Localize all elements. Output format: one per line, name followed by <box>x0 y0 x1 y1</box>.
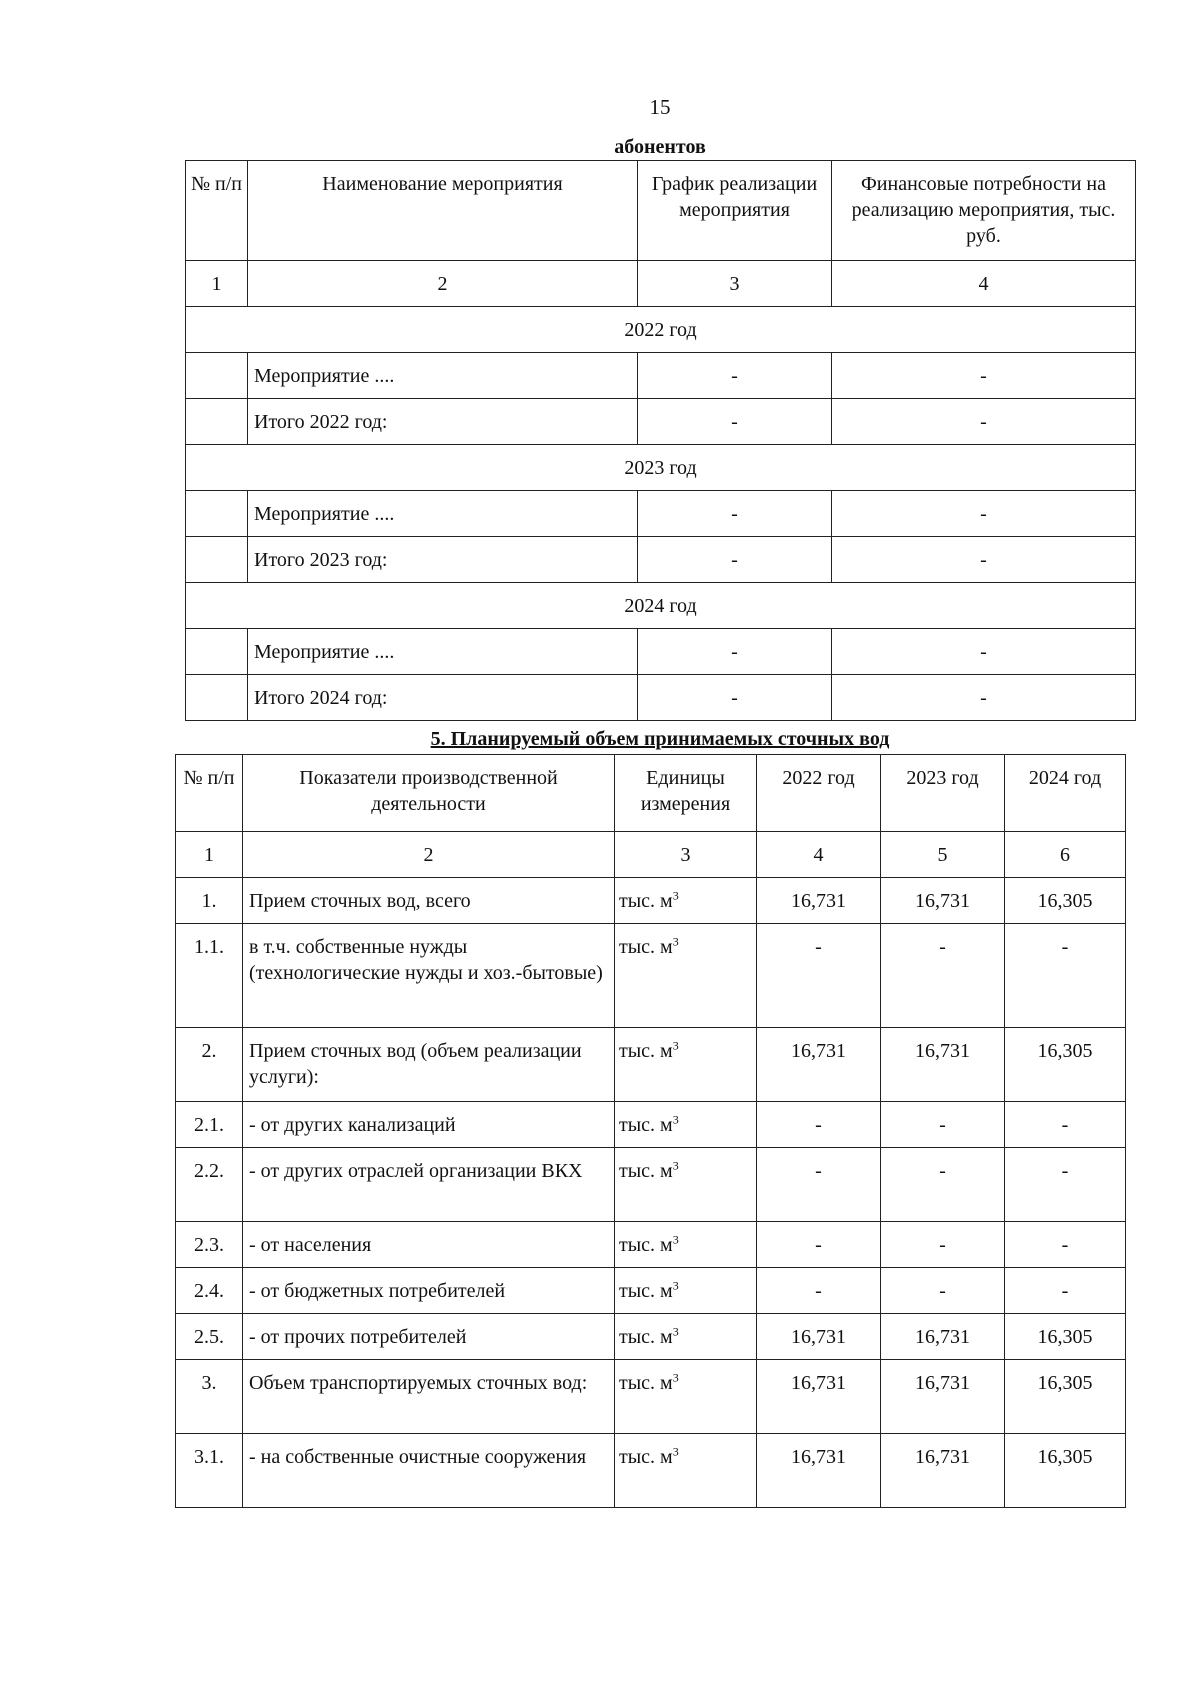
column-number: 2 <box>243 832 615 878</box>
row-number: 2. <box>176 1028 243 1102</box>
unit: тыс. $м^3$ <box>615 878 757 924</box>
row-number: 1. <box>176 878 243 924</box>
row-number: 2.1. <box>176 1102 243 1148</box>
schedule-value: - <box>638 675 832 721</box>
table-row <box>176 878 1126 924</box>
table-row <box>176 1222 1126 1268</box>
table2-caption: 5. Планируемый объем принимаемых сточных вод <box>430 728 890 750</box>
column-number: 5 <box>881 832 1005 878</box>
value-2023: 16,731 <box>881 1360 1005 1434</box>
value-2022: 16,731 <box>757 1028 881 1102</box>
unit: тыс. $м^3$ <box>615 1268 757 1314</box>
year-row <box>186 307 1136 353</box>
header-number: № п/п <box>186 161 248 261</box>
header-number: № п/п <box>176 755 243 832</box>
row-number: 2.3. <box>176 1222 243 1268</box>
value-2023: - <box>881 1148 1005 1222</box>
table-row <box>186 675 1136 721</box>
row-number: 2.5. <box>176 1314 243 1360</box>
unit: тыс. $м^3$ <box>615 924 757 1028</box>
row-number <box>186 629 248 675</box>
year-row <box>186 445 1136 491</box>
year-label: 2023 год <box>186 445 1136 491</box>
schedule-value: - <box>638 491 832 537</box>
indicator-name: - на собственные очистные сооружения <box>243 1434 615 1508</box>
table-row <box>186 353 1136 399</box>
row-number: 2.4. <box>176 1268 243 1314</box>
value-2024: 16,305 <box>1005 1360 1126 1434</box>
value-2022: - <box>757 1268 881 1314</box>
value-2022: - <box>757 1222 881 1268</box>
indicator-name: Объем транспортируемых сточных вод: <box>243 1360 615 1434</box>
schedule-value: - <box>638 537 832 583</box>
table-row <box>186 629 1136 675</box>
table-header-row <box>186 161 1136 261</box>
event-name: Итого 2024 год: <box>248 675 638 721</box>
unit: тыс. $м^3$ <box>615 1314 757 1360</box>
value-2024: 16,305 <box>1005 1314 1126 1360</box>
indicator-name: - от других канализаций <box>243 1102 615 1148</box>
table-row <box>186 491 1136 537</box>
header-indicator: Показатели производственной деятельности <box>243 755 615 832</box>
column-number: 6 <box>1005 832 1126 878</box>
column-number: 2 <box>248 261 638 307</box>
row-number <box>186 675 248 721</box>
value-2024: 16,305 <box>1005 1434 1126 1508</box>
page-number: 15 <box>649 95 671 119</box>
unit: тыс. $м^3$ <box>615 1222 757 1268</box>
header-2022: 2022 год <box>757 755 881 832</box>
row-number: 1.1. <box>176 924 243 1028</box>
event-name: Итого 2023 год: <box>248 537 638 583</box>
value-2022: 16,731 <box>757 1434 881 1508</box>
value-2024: - <box>1005 1148 1126 1222</box>
header-finance: Финансовые потребности на реализацию мероприятия, тыс. руб. <box>832 161 1136 261</box>
table-row <box>176 1268 1126 1314</box>
schedule-value: - <box>638 629 832 675</box>
row-number: 2.2. <box>176 1148 243 1222</box>
column-number: 4 <box>832 261 1136 307</box>
table-row <box>176 924 1126 1028</box>
column-number: 1 <box>186 261 248 307</box>
column-number: 3 <box>638 261 832 307</box>
finance-value: - <box>832 629 1136 675</box>
column-number: 1 <box>176 832 243 878</box>
wastewater-volume-table <box>175 754 1126 1508</box>
finance-value: - <box>832 675 1136 721</box>
value-2022: 16,731 <box>757 1314 881 1360</box>
value-2022: - <box>757 924 881 1028</box>
finance-value: - <box>832 353 1136 399</box>
header-2023: 2023 год <box>881 755 1005 832</box>
table-row <box>176 1148 1126 1222</box>
table-header-row <box>176 755 1126 832</box>
year-label: 2022 год <box>186 307 1136 353</box>
indicator-name: - от других отраслей организации ВКХ <box>243 1148 615 1222</box>
indicator-name: - от прочих потребителей <box>243 1314 615 1360</box>
value-2024: - <box>1005 924 1126 1028</box>
year-row <box>186 583 1136 629</box>
table-row <box>186 537 1136 583</box>
row-number <box>186 353 248 399</box>
unit: тыс. $м^3$ <box>615 1028 757 1102</box>
schedule-value: - <box>638 399 832 445</box>
indicator-name: - от населения <box>243 1222 615 1268</box>
column-number: 3 <box>615 832 757 878</box>
event-name: Мероприятие .... <box>248 629 638 675</box>
value-2023: - <box>881 1268 1005 1314</box>
header-event-name: Наименование мероприятия <box>248 161 638 261</box>
value-2023: 16,731 <box>881 1314 1005 1360</box>
column-number-row <box>186 261 1136 307</box>
finance-value: - <box>832 537 1136 583</box>
header-schedule: График реализации мероприятия <box>638 161 832 261</box>
value-2022: - <box>757 1102 881 1148</box>
events-table <box>185 160 1136 721</box>
header-unit: Единицы измерения <box>615 755 757 832</box>
value-2023: - <box>881 1102 1005 1148</box>
unit: тыс. $м^3$ <box>615 1102 757 1148</box>
value-2024: - <box>1005 1222 1126 1268</box>
value-2023: 16,731 <box>881 1028 1005 1102</box>
indicator-name: Прием сточных вод (объем реализации услуги): <box>243 1028 615 1102</box>
schedule-value: - <box>638 353 832 399</box>
event-name: Мероприятие .... <box>248 353 638 399</box>
finance-value: - <box>832 491 1136 537</box>
row-number <box>186 537 248 583</box>
table-row <box>176 1028 1126 1102</box>
value-2023: 16,731 <box>881 1434 1005 1508</box>
unit: тыс. $м^3$ <box>615 1148 757 1222</box>
finance-value: - <box>832 399 1136 445</box>
row-number: 3.1. <box>176 1434 243 1508</box>
value-2022: 16,731 <box>757 1360 881 1434</box>
value-2023: - <box>881 1222 1005 1268</box>
table-row <box>176 1360 1126 1434</box>
column-number-row <box>176 832 1126 878</box>
value-2023: 16,731 <box>881 878 1005 924</box>
indicator-name: в т.ч. собственные нужды (технологические нужды и хоз.-бытовые) <box>243 924 615 1028</box>
value-2024: 16,305 <box>1005 1028 1126 1102</box>
table1-caption: абонентов <box>614 136 706 158</box>
value-2022: - <box>757 1148 881 1222</box>
year-label: 2024 год <box>186 583 1136 629</box>
unit: тыс. $м^3$ <box>615 1434 757 1508</box>
indicator-name: Прием сточных вод, всего <box>243 878 615 924</box>
table-row <box>176 1102 1126 1148</box>
value-2023: - <box>881 924 1005 1028</box>
column-number: 4 <box>757 832 881 878</box>
event-name: Мероприятие .... <box>248 491 638 537</box>
unit: тыс. $м^3$ <box>615 1360 757 1434</box>
row-number: 3. <box>176 1360 243 1434</box>
indicator-name: - от бюджетных потребителей <box>243 1268 615 1314</box>
row-number <box>186 399 248 445</box>
event-name: Итого 2022 год: <box>248 399 638 445</box>
value-2024: 16,305 <box>1005 878 1126 924</box>
row-number <box>186 491 248 537</box>
table-row <box>176 1434 1126 1508</box>
value-2022: 16,731 <box>757 878 881 924</box>
table-row <box>186 399 1136 445</box>
table-row <box>176 1314 1126 1360</box>
header-2024: 2024 год <box>1005 755 1126 832</box>
value-2024: - <box>1005 1102 1126 1148</box>
value-2024: - <box>1005 1268 1126 1314</box>
